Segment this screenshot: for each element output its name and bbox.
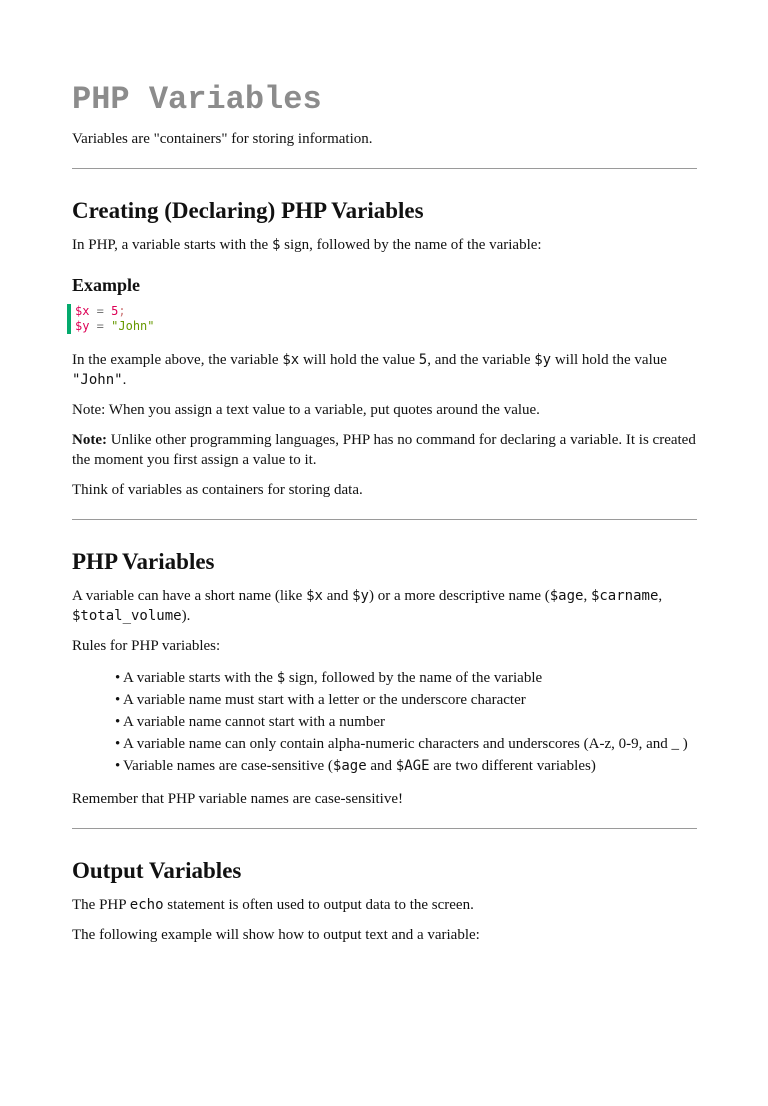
code-op: =: [89, 304, 112, 318]
text-run: The PHP: [72, 897, 130, 913]
text-run: will hold the value: [551, 352, 667, 368]
inline-code: $carname: [590, 588, 659, 604]
text-run: Unlike other programming languages, PHP has no command for declaring a variable. It is created the moment you first assign a value to it.: [72, 432, 696, 468]
text-run: A variable name can only contain alpha-numeric characters and underscores (A-z, 0-9, and _ ): [123, 736, 688, 752]
list-item: [115, 755, 697, 777]
text-run: statement is often used to output data to the screen.: [163, 897, 474, 913]
text-run: sign, followed by the name of the variable: [285, 670, 543, 686]
text-run: sign, followed by the name of the variable:: [280, 237, 542, 253]
text-run: .: [122, 372, 127, 388]
code-value: 5: [111, 304, 119, 318]
output-example-intro: The following example will show how to output text and a variable:: [72, 927, 480, 943]
code-line: [75, 304, 697, 319]
list-item: [115, 733, 697, 755]
code-var: $x: [75, 304, 90, 318]
variable-names-text: [72, 586, 697, 626]
remember-text: Remember that PHP variable names are case-sensitive!: [72, 791, 403, 807]
inline-code: $: [271, 237, 281, 253]
inline-code: "John": [72, 372, 123, 388]
text-run: ) or a more descriptive name (: [368, 588, 550, 604]
bullet-icon: •: [115, 714, 121, 730]
inline-code: echo: [129, 897, 164, 913]
bullet-icon: •: [115, 670, 121, 686]
page-title: PHP Variables: [72, 81, 322, 118]
code-line: [75, 319, 697, 334]
declaring-intro: [72, 235, 697, 255]
list-item: [115, 689, 697, 711]
text-run: are two different variables): [429, 758, 596, 774]
code-example: [67, 304, 697, 334]
rules-intro: Rules for PHP variables:: [72, 638, 221, 654]
example-heading: Example: [72, 275, 141, 295]
inline-code: 5: [418, 352, 428, 368]
list-item: [115, 667, 697, 689]
inline-code: $y: [352, 588, 369, 604]
text-run: In the example above, the variable: [72, 352, 283, 368]
inline-code: $y: [534, 352, 552, 368]
text-run: and: [366, 758, 396, 774]
text-run: A variable starts with the: [123, 670, 277, 686]
code-var: $y: [75, 319, 90, 333]
rules-list: [72, 667, 697, 777]
inline-code: $age: [549, 588, 584, 604]
inline-code: $total_volume: [72, 608, 182, 624]
text-run: Variable names are case-sensitive (: [123, 758, 333, 774]
section-heading-php-variables: PHP Variables: [72, 549, 215, 574]
section-heading-output: Output Variables: [72, 858, 242, 883]
inline-code: $x: [282, 352, 300, 368]
note-declaring: [72, 430, 697, 470]
divider: [72, 519, 697, 520]
bullet-icon: •: [115, 736, 121, 752]
text-run: A variable can have a short name (like: [72, 588, 307, 604]
echo-text: [72, 895, 697, 915]
text-run: ,: [658, 588, 663, 604]
divider: [72, 828, 697, 829]
text-run: , and the variable: [427, 352, 535, 368]
example-explanation: [72, 350, 697, 390]
note-label: Note:: [72, 432, 107, 448]
section-heading-declaring: Creating (Declaring) PHP Variables: [72, 198, 424, 223]
note-quotes: Note: When you assign a text value to a variable, put quotes around the value.: [72, 402, 540, 418]
text-run: will hold the value: [299, 352, 419, 368]
code-op: =: [89, 319, 112, 333]
text-run: and: [322, 588, 353, 604]
code-value: "John": [111, 319, 155, 333]
inline-code: $: [276, 670, 286, 686]
list-item: [115, 711, 697, 733]
text-run: A variable name must start with a letter or the underscore character: [123, 692, 526, 708]
text-run: A variable name cannot start with a number: [123, 714, 385, 730]
inline-code: $x: [306, 588, 323, 604]
text-run: ,: [583, 588, 591, 604]
inline-code: $age: [332, 758, 367, 774]
think-text: Think of variables as containers for storing data.: [72, 482, 363, 498]
inline-code: $AGE: [395, 758, 430, 774]
text-run: In PHP, a variable starts with the: [72, 237, 272, 253]
code-semicolon: ;: [118, 304, 126, 318]
bullet-icon: •: [115, 692, 121, 708]
divider: [72, 168, 697, 169]
text-run: ).: [181, 608, 191, 624]
article: [0, 82, 768, 945]
page-subtitle: Variables are "containers" for storing information.: [72, 131, 373, 147]
bullet-icon: •: [115, 758, 121, 774]
